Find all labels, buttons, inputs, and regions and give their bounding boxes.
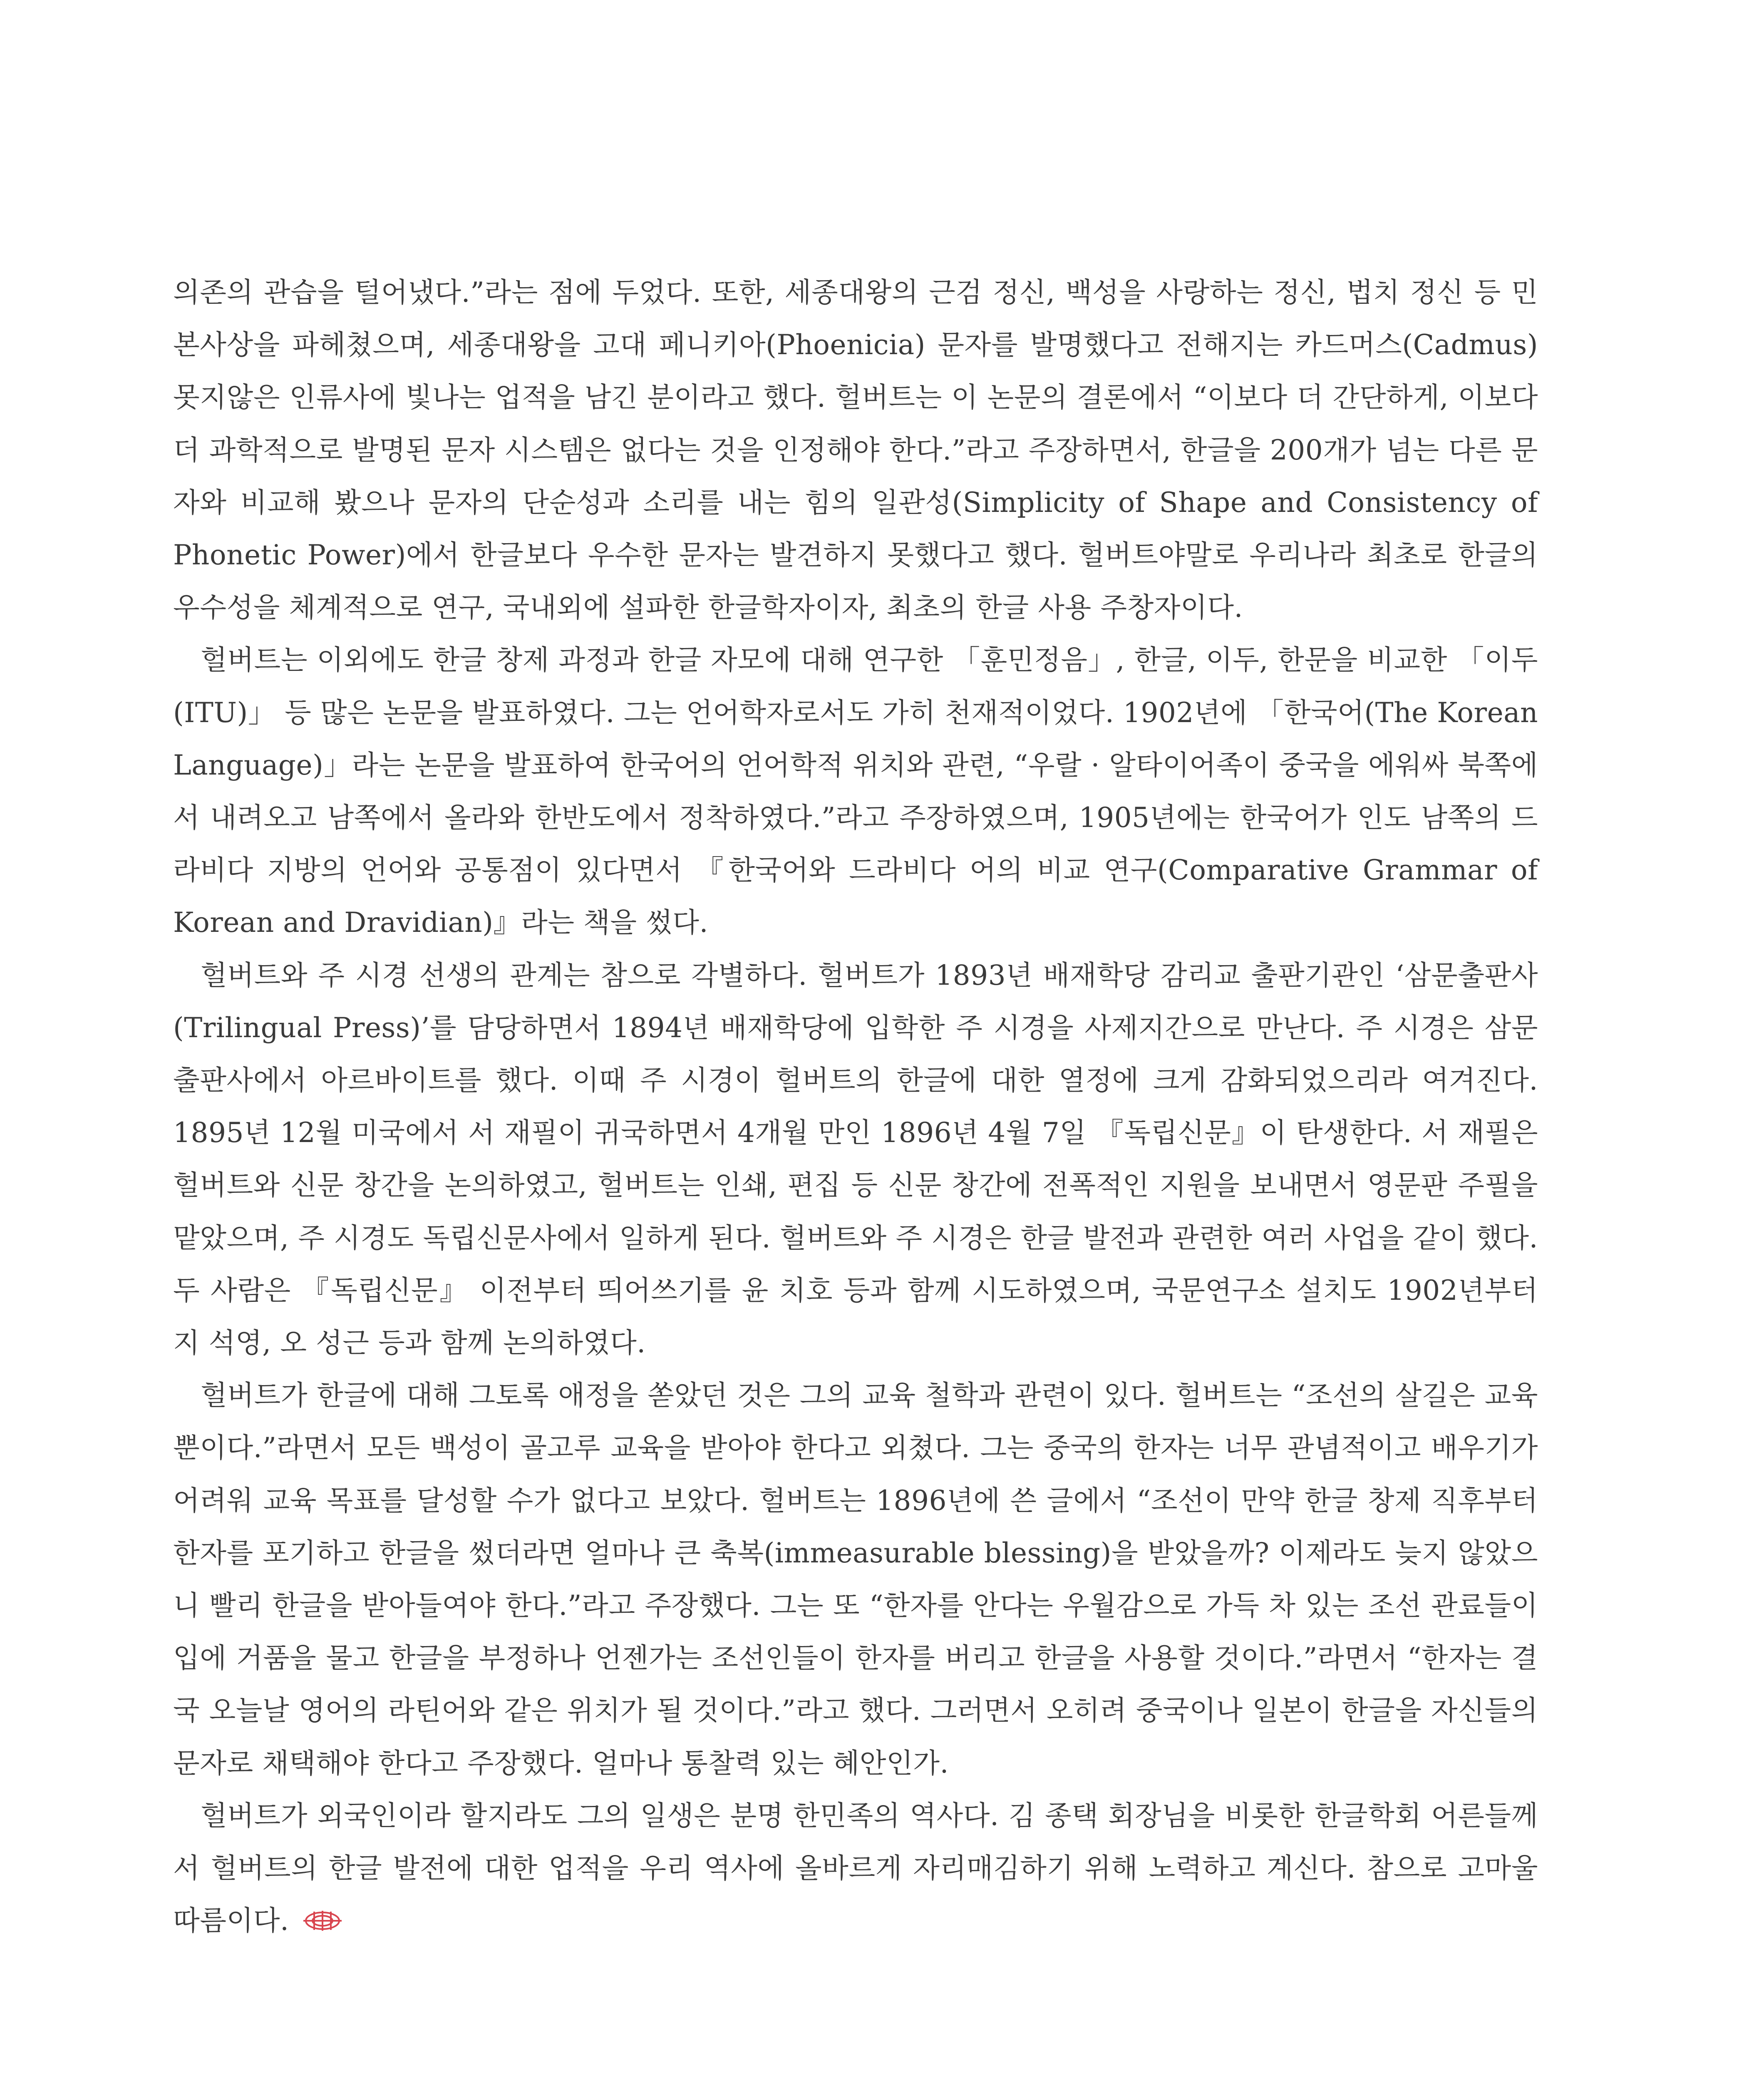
paragraph: 헐버트는 이외에도 한글 창제 과정과 한글 자모에 대해 연구한 「훈민정음」, 한글, 이두, 한문을 비교한 「이두(ITU)」 등 많은 논문을 발표하였다. 그는 언어학자로서도 가히 천재적이었다. 1902년에 「한국어(The Korean Language)」라는 논문을 발표하여 한국어의 언어학적 위치와 관련, “우랄 · 알타이어족이 중국을 에워싸 북쪽에서 내려오고 남쪽에서 올라와 한반도에서 정착하였다.”라고 주장하였으며, 1905년에는 한국어가 인도 남쪽의 드라비다 지방의 언어와 공통점이 있다면서 『한국어와 드라비다 어의 비교 연구(Comparative Grammar of Korean and Dravidian)』라는 책을 썼다. (173, 644, 1538, 939)
paragraph-text: 헐버트가 외국인이라 할지라도 그의 일생은 분명 한민족의 역사다. 김 종택 회장님을 비롯한 한글학회 어른들께서 헐버트의 한글 발전에 대한 업적을 우리 역사에 올바르게 자리매김하기 위해 노력하고 계신다. 참으로 고마울 따름이다. (173, 1799, 1538, 1937)
paragraph: 의존의 관습을 털어냈다.”라는 점에 두었다. 또한, 세종대왕의 근검 정신, 백성을 사랑하는 정신, 법치 정신 등 민본사상을 파헤쳤으며, 세종대왕을 고대 페니키아(Phoenicia) 문자를 발명했다고 전해지는 카드머스(Cadmus) 못지않은 인류사에 빛나는 업적을 남긴 분이라고 했다. 헐버트는 이 논문의 결론에서 “이보다 더 간단하게, 이보다 더 과학적으로 발명된 문자 시스템은 없다는 것을 인정해야 한다.”라고 주장하면서, 한글을 200개가 넘는 다른 문자와 비교해 봤으나 문자의 단순성과 소리를 내는 힘의 일관성(Simplicity of Shape and Consistency of Phonetic Power)에서 한글보다 우수한 문자는 발견하지 못했다고 했다. 헐버트야말로 우리나라 최초로 한글의 우수성을 체계적으로 연구, 국내외에 설파한 한글학자이자, 최초의 한글 사용 주창자이다. (173, 276, 1538, 624)
article-body (173, 266, 1538, 1947)
ornamental-end-mark-icon (302, 1909, 343, 1932)
last-paragraph (173, 1790, 1538, 1947)
paragraph: 헐버트가 한글에 대해 그토록 애정을 쏟았던 것은 그의 교육 철학과 관련이 있다. 헐버트는 “조선의 살길은 교육뿐이다.”라면서 모든 백성이 골고루 교육을 받아야 한다고 외쳤다. 그는 중국의 한자는 너무 관념적이고 배우기가 어려워 교육 목표를 달성할 수가 없다고 보았다. 헐버트는 1896년에 쓴 글에서 “조선이 만약 한글 창제 직후부터 한자를 포기하고 한글을 썼더라면 얼마나 큰 축복(immeasurable blessing)을 받았을까? 이제라도 늦지 않았으니 빨리 한글을 받아들여야 한다.”라고 주장했다. 그는 또 “한자를 안다는 우월감으로 가득 차 있는 조선 관료들이 입에 거품을 물고 한글을 부정하나 언젠가는 조선인들이 한자를 버리고 한글을 사용할 것이다.”라면서 “한자는 결국 오늘날 영어의 라틴어와 같은 위치가 될 것이다.”라고 했다. 그러면서 오히려 중국이나 일본이 한글을 자신들의 문자로 채택해야 한다고 주장했다. 얼마나 통찰력 있는 혜안인가. (173, 1379, 1538, 1779)
paragraph: 헐버트와 주 시경 선생의 관계는 참으로 각별하다. 헐버트가 1893년 배재학당 감리교 출판기관인 ‘삼문출판사(Trilingual Press)’를 담당하면서 1894년 배재학당에 입학한 주 시경을 사제지간으로 만난다. 주 시경은 삼문출판사에서 아르바이트를 했다. 이때 주 시경이 헐버트의 한글에 대한 열정에 크게 감화되었으리라 여겨진다. 1895년 12월 미국에서 서 재필이 귀국하면서 4개월 만인 1896년 4월 7일 『독립신문』이 탄생한다. 서 재필은 헐버트와 신문 창간을 논의하였고, 헐버트는 인쇄, 편집 등 신문 창간에 전폭적인 지원을 보내면서 영문판 주필을 맡았으며, 주 시경도 독립신문사에서 일하게 된다. 헐버트와 주 시경은 한글 발전과 관련한 여러 사업을 같이 했다. 두 사람은 『독립신문』 이전부터 띄어쓰기를 윤 치호 등과 함께 시도하였으며, 국문연구소 설치도 1902년부터 지 석영, 오 성근 등과 함께 논의하였다. (173, 959, 1538, 1359)
